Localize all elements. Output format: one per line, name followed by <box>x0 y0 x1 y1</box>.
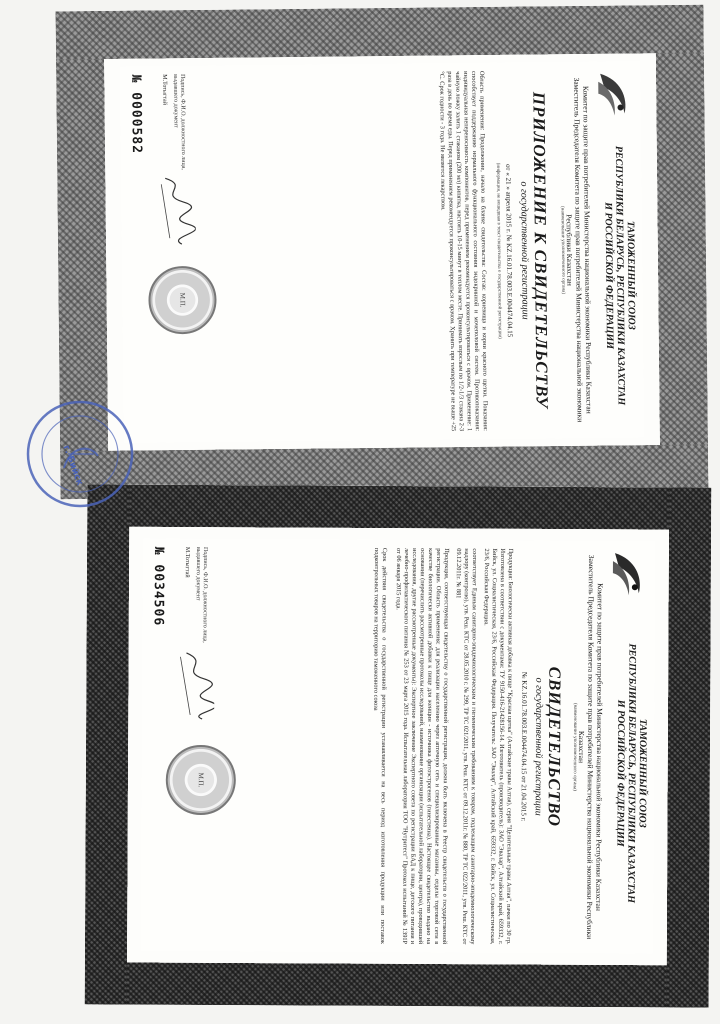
serial-digits: 0000582 <box>128 92 144 155</box>
signatory-name: М.Тотыгтай <box>161 74 168 105</box>
blue-stamp-text: г. Бийск <box>60 444 85 488</box>
customs-union-emblem-icon <box>607 547 649 599</box>
serial-prefix: № <box>150 546 167 556</box>
certificate-content-area <box>141 539 655 954</box>
header-line-1: ТАМОЖЕННЫЙ СОЮЗ <box>624 220 637 330</box>
authority-note: (наименование уполномоченного органа) <box>559 206 566 295</box>
header-line-1: ТАМОЖЕННЫЙ СОЮЗ <box>636 718 649 828</box>
signature-graphic <box>174 651 214 721</box>
signatory-name: М.Тотыгтай <box>183 546 191 578</box>
official-seal <box>148 266 217 335</box>
deputy-line: Заместитель Председателя Комитета по защите прав потребителей Министерства национальной экономики Республики Казахстан <box>576 554 597 940</box>
document-title: ПРИЛОЖЕНИЕ К СВИДЕТЕЛЬСТВУ <box>529 91 552 409</box>
header-line-2: РЕСПУБЛИКИ БЕЛАРУСЬ, РЕСПУБЛИКИ КАЗАХСТАН <box>625 643 638 903</box>
authority-name: Комитет по защите прав потребителей Министерства национальной экономики Республики Казахстан <box>581 85 594 414</box>
authority-note: (наименование уполномоченного органа) <box>571 702 578 791</box>
certificate-number-line: № KZ.16.01.78.003.E.004474.04.15 от 21.04.2015 г. <box>519 671 529 822</box>
seal-label: М.П. <box>178 292 187 308</box>
document-title: СВИДЕТЕЛЬСТВО <box>544 666 565 827</box>
certificate-body-text: Продукция, соответствующая свидетельству о государственной регистрации, должна быть включена в Реестр свидетельств о государственной регистрации. Область применения: для реализации населению через аптечную сеть и специализированные магазины, отделы торговой сети в качестве биологически активной добавки к пище для женщин - источника фитоэстрогенов (гинестеина). Настоящее свидетельство выдано на основании (перечислить рассмотренные протоколы исследований, наименование организации (испытательной лаборатории, центра), проводившей исследования, другие рассмотренные документы): Экспертное заключение Экспертного совета по регистрации БАД к пище, детского питания и лечебно-профилактического питания № 253 от 23 марта 2015 года. Испытательная лаборатория ТОО "Нутритест" Протокол испытаний № 1391Р от 06 января 2015 года. <box>394 547 451 945</box>
issuing-authority <box>570 549 605 945</box>
header-line-3: И РОССИЙСКОЙ ФЕДЕРАЦИИ <box>602 202 616 350</box>
customs-union-emblem-icon <box>592 67 635 119</box>
seal-label: М.П. <box>196 772 205 788</box>
signatory-label: Подпись, Ф.И.О. должностного лица, выдавшего документ <box>194 546 209 643</box>
serial-prefix: № <box>128 74 144 84</box>
certificate-main-sheet <box>85 484 712 1007</box>
serial-digits: 0034506 <box>150 564 166 627</box>
product-description: Продукция: Биологически активная добавка к пище "Красная щетка" (Алтайские травы Алтая), серия "Целительные травы Алтая", пачки по 30 гр. Изготовлена в соответствии с документами: ТУ 9150-416-21428156-14. Изготовитель (производитель): ЗАО "Эвалар", Алтайский край, 659332, г. Бийск, ул. Социалистическая, 23/6, Российская Федерация. Получатель: ЗАО "Эвалар", Алтайский край, 659332, г. Бийск, ул. Социалистическая, 23/6, Российская Федерация. <box>482 548 515 945</box>
registration-date-line: от « 21 » апреля 2015 г. № KZ.16.01.78.003.E.004474.04.15 <box>504 164 514 338</box>
document-subtitle: о государственной регистрации <box>518 181 531 320</box>
official-seal <box>166 745 236 815</box>
header-line-2: РЕСПУБЛИКИ БЕЛАРУСЬ, РЕСПУБЛИКИ КАЗАХСТАН <box>612 145 627 406</box>
appendix-body-text: Область применения: Продолжение, начало на бланке свидетельства: Состав: корневища и корни красного щетки. Показания: способствует поддержанию нормального функционального состояния эндокринной и мочеполовой систем. Противопоказания: индивидуальная непереносимость компонентов, перед применением рекомендуется проконсультироваться с врачом. Применение: 1 чайную ложку залить 1 стаканом (200 мл) кипятка, настоять 10-15 минут в теплом месте. Принимать взрослым по 1/2-1/3 стакана 2-3 раза в день во время еды. Перед применением рекомендуется проконсультироваться с врачом. Хранить при температуре не выше +25 °С. Срок годности - 3 года. Не является лекарством. <box>438 70 489 432</box>
customs-union-header <box>614 599 649 947</box>
date-note: (информация, не вошедшая в текст свидетельства о государственной регистрации) <box>495 162 502 339</box>
validity-statement: Срок действия свидетельства о государственной регистрации устанавливается на весь период изготовления продукции или поставок подконтрольных товаров на территорию таможенного союза <box>372 547 389 944</box>
blue-certification-stamp <box>24 398 136 510</box>
header-line-3: И РОССИЙСКОЙ ФЕДЕРАЦИИ <box>614 699 627 847</box>
appendix-content-area <box>120 61 644 442</box>
certificate-appendix-sheet <box>55 5 708 500</box>
serial-number <box>128 74 144 154</box>
issuing-authority <box>557 70 594 430</box>
serial-number <box>151 547 166 627</box>
document-subtitle: о государственной регистрации <box>532 677 545 816</box>
customs-union-header <box>602 119 638 431</box>
deputy-line: Заместитель Председателя Комитета по защите прав потребителей Министерства национальной экономики Республики Казахстан <box>564 77 585 423</box>
signatory-label: Подпись, Ф.И.О. должностного лица, выдавшего документ <box>172 74 187 170</box>
compliance-statement: соответствует Единым санитарно-эпидемиологическим и гигиеническим требованиям к товарам, подлежащим санитарно-эпидемиологическому надзору (контролю), утв. Реш. КТС от 28.05.2010 г. № 299, ТР ТС 021/2011, утв. Реш. КТС от 09.12.2011г. № 880, ТР ТС 022/2011, утв. Реш. КТС от 09.12.2011г. № 881 <box>454 548 479 945</box>
signature-graphic <box>155 176 196 246</box>
authority-name: Комитет по защите прав потребителей Министерства национальной экономики Республики Казахстан <box>594 583 605 911</box>
